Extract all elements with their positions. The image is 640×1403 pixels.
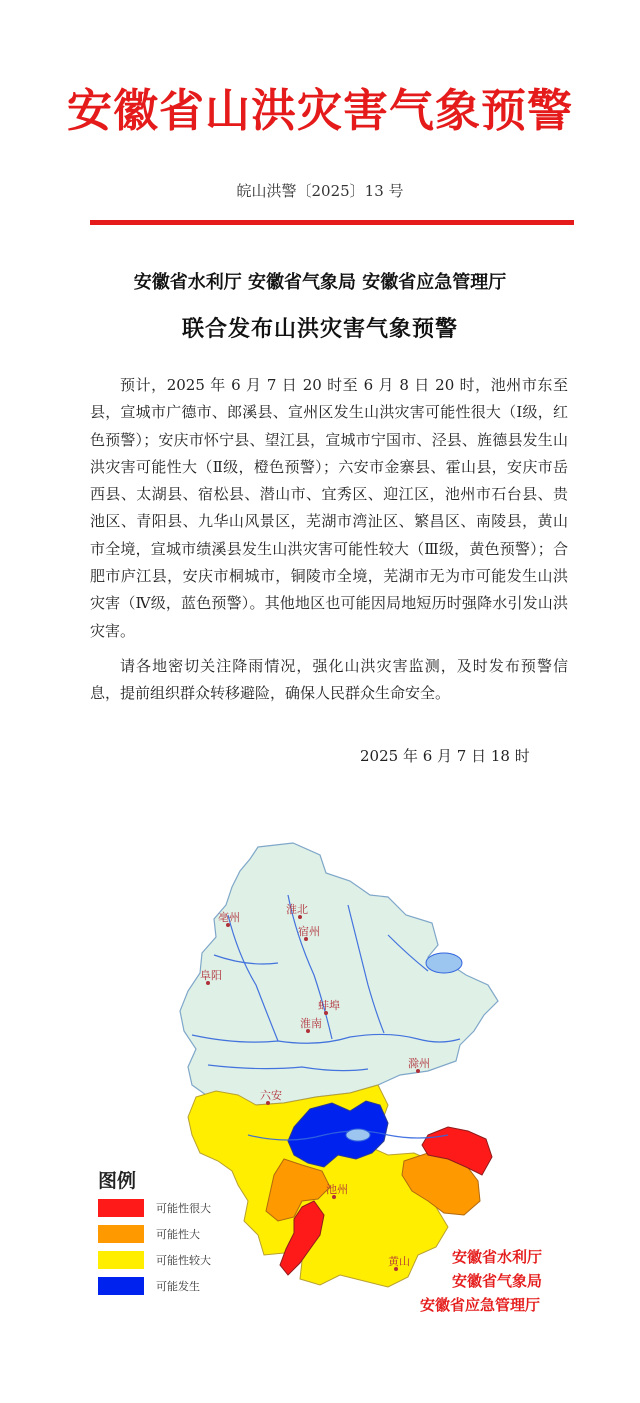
lake — [346, 1129, 370, 1141]
city-label: 滁州 — [408, 1057, 430, 1070]
legend-swatch — [98, 1251, 144, 1269]
issuer-stamp-meteorology: 安徽省气象局 — [452, 1272, 543, 1290]
city-label: 六安 — [260, 1089, 282, 1102]
legend-label: 可能性较大 — [156, 1254, 211, 1267]
city-label: 阜阳 — [200, 969, 222, 982]
legend-label: 可能发生 — [156, 1280, 200, 1293]
lake — [426, 953, 462, 973]
city-label: 蚌埠 — [318, 999, 340, 1012]
issuer-stamp-water: 安徽省水利厅 — [452, 1248, 543, 1266]
province-base-region — [180, 843, 498, 1105]
advice-paragraph: 请各地密切关注降雨情况，强化山洪灾害监测，及时发布预警信息，提前组织群众转移避险，确保人民群众生命安全。 — [90, 656, 568, 703]
city-label: 亳州 — [218, 911, 240, 924]
legend-title: 图例 — [98, 1170, 137, 1192]
legend-item-very-high — [98, 1198, 211, 1218]
city-label: 淮南 — [300, 1017, 322, 1030]
legend-swatch — [98, 1199, 144, 1217]
forecast-paragraph: 预计，2025 年 6 月 7 日 20 时至 6 月 8 日 20 时，池州市东至县，宣城市广德市、郎溪县、宣州区发生山洪灾害可能性很大（Ⅰ级，红色预警）；安庆市怀宁县、望江县，宣城市宁国市、泾县、旌德县发生山洪灾害可能性大（Ⅱ级，橙色预警）；六安市金寨县、霍山县，安庆市岳西县、太湖县、宿松县、潜山市、宜秀区、迎江区，池州市石台县、贵池区、青阳县、九华山风景区，芜湖市湾沚区、繁昌区、南陵县，黄山市全境，宣城市绩溪县发生山洪灾害可能性较大（Ⅲ级，黄色预警）；合肥市庐江县，安庆市桐城市，铜陵市全境，芜湖市无为市可能发生山洪灾害（Ⅳ级，蓝色预警）。其他地区也可能因局地短历时强降水引发山洪灾害。 — [90, 376, 568, 640]
legend-label: 可能性大 — [156, 1228, 200, 1241]
city-label: 池州 — [326, 1183, 348, 1196]
red-divider — [90, 220, 574, 225]
issuing-agencies: 安徽省水利厅 安徽省气象局 安徽省应急管理厅 — [133, 272, 507, 293]
legend-swatch — [98, 1225, 144, 1243]
notice-body — [90, 372, 568, 716]
notice-title: 联合发布山洪灾害气象预警 — [181, 317, 458, 342]
legend-item-moderate — [98, 1250, 211, 1270]
document-number: 皖山洪警〔2025〕13 号 — [236, 182, 404, 200]
city-label: 黄山 — [388, 1255, 410, 1268]
legend-item-high — [98, 1224, 200, 1244]
issue-date: 2025 年 6 月 7 日 18 时 — [360, 747, 530, 765]
masthead-title: 安徽省山洪灾害气象预警 — [66, 84, 573, 137]
city-label: 淮北 — [286, 903, 308, 916]
legend-label: 可能性很大 — [156, 1202, 211, 1215]
legend-item-possible — [98, 1276, 200, 1296]
legend-swatch — [98, 1277, 144, 1295]
issuer-stamp-emergency: 安徽省应急管理厅 — [420, 1296, 541, 1314]
city-label: 宿州 — [298, 925, 320, 938]
